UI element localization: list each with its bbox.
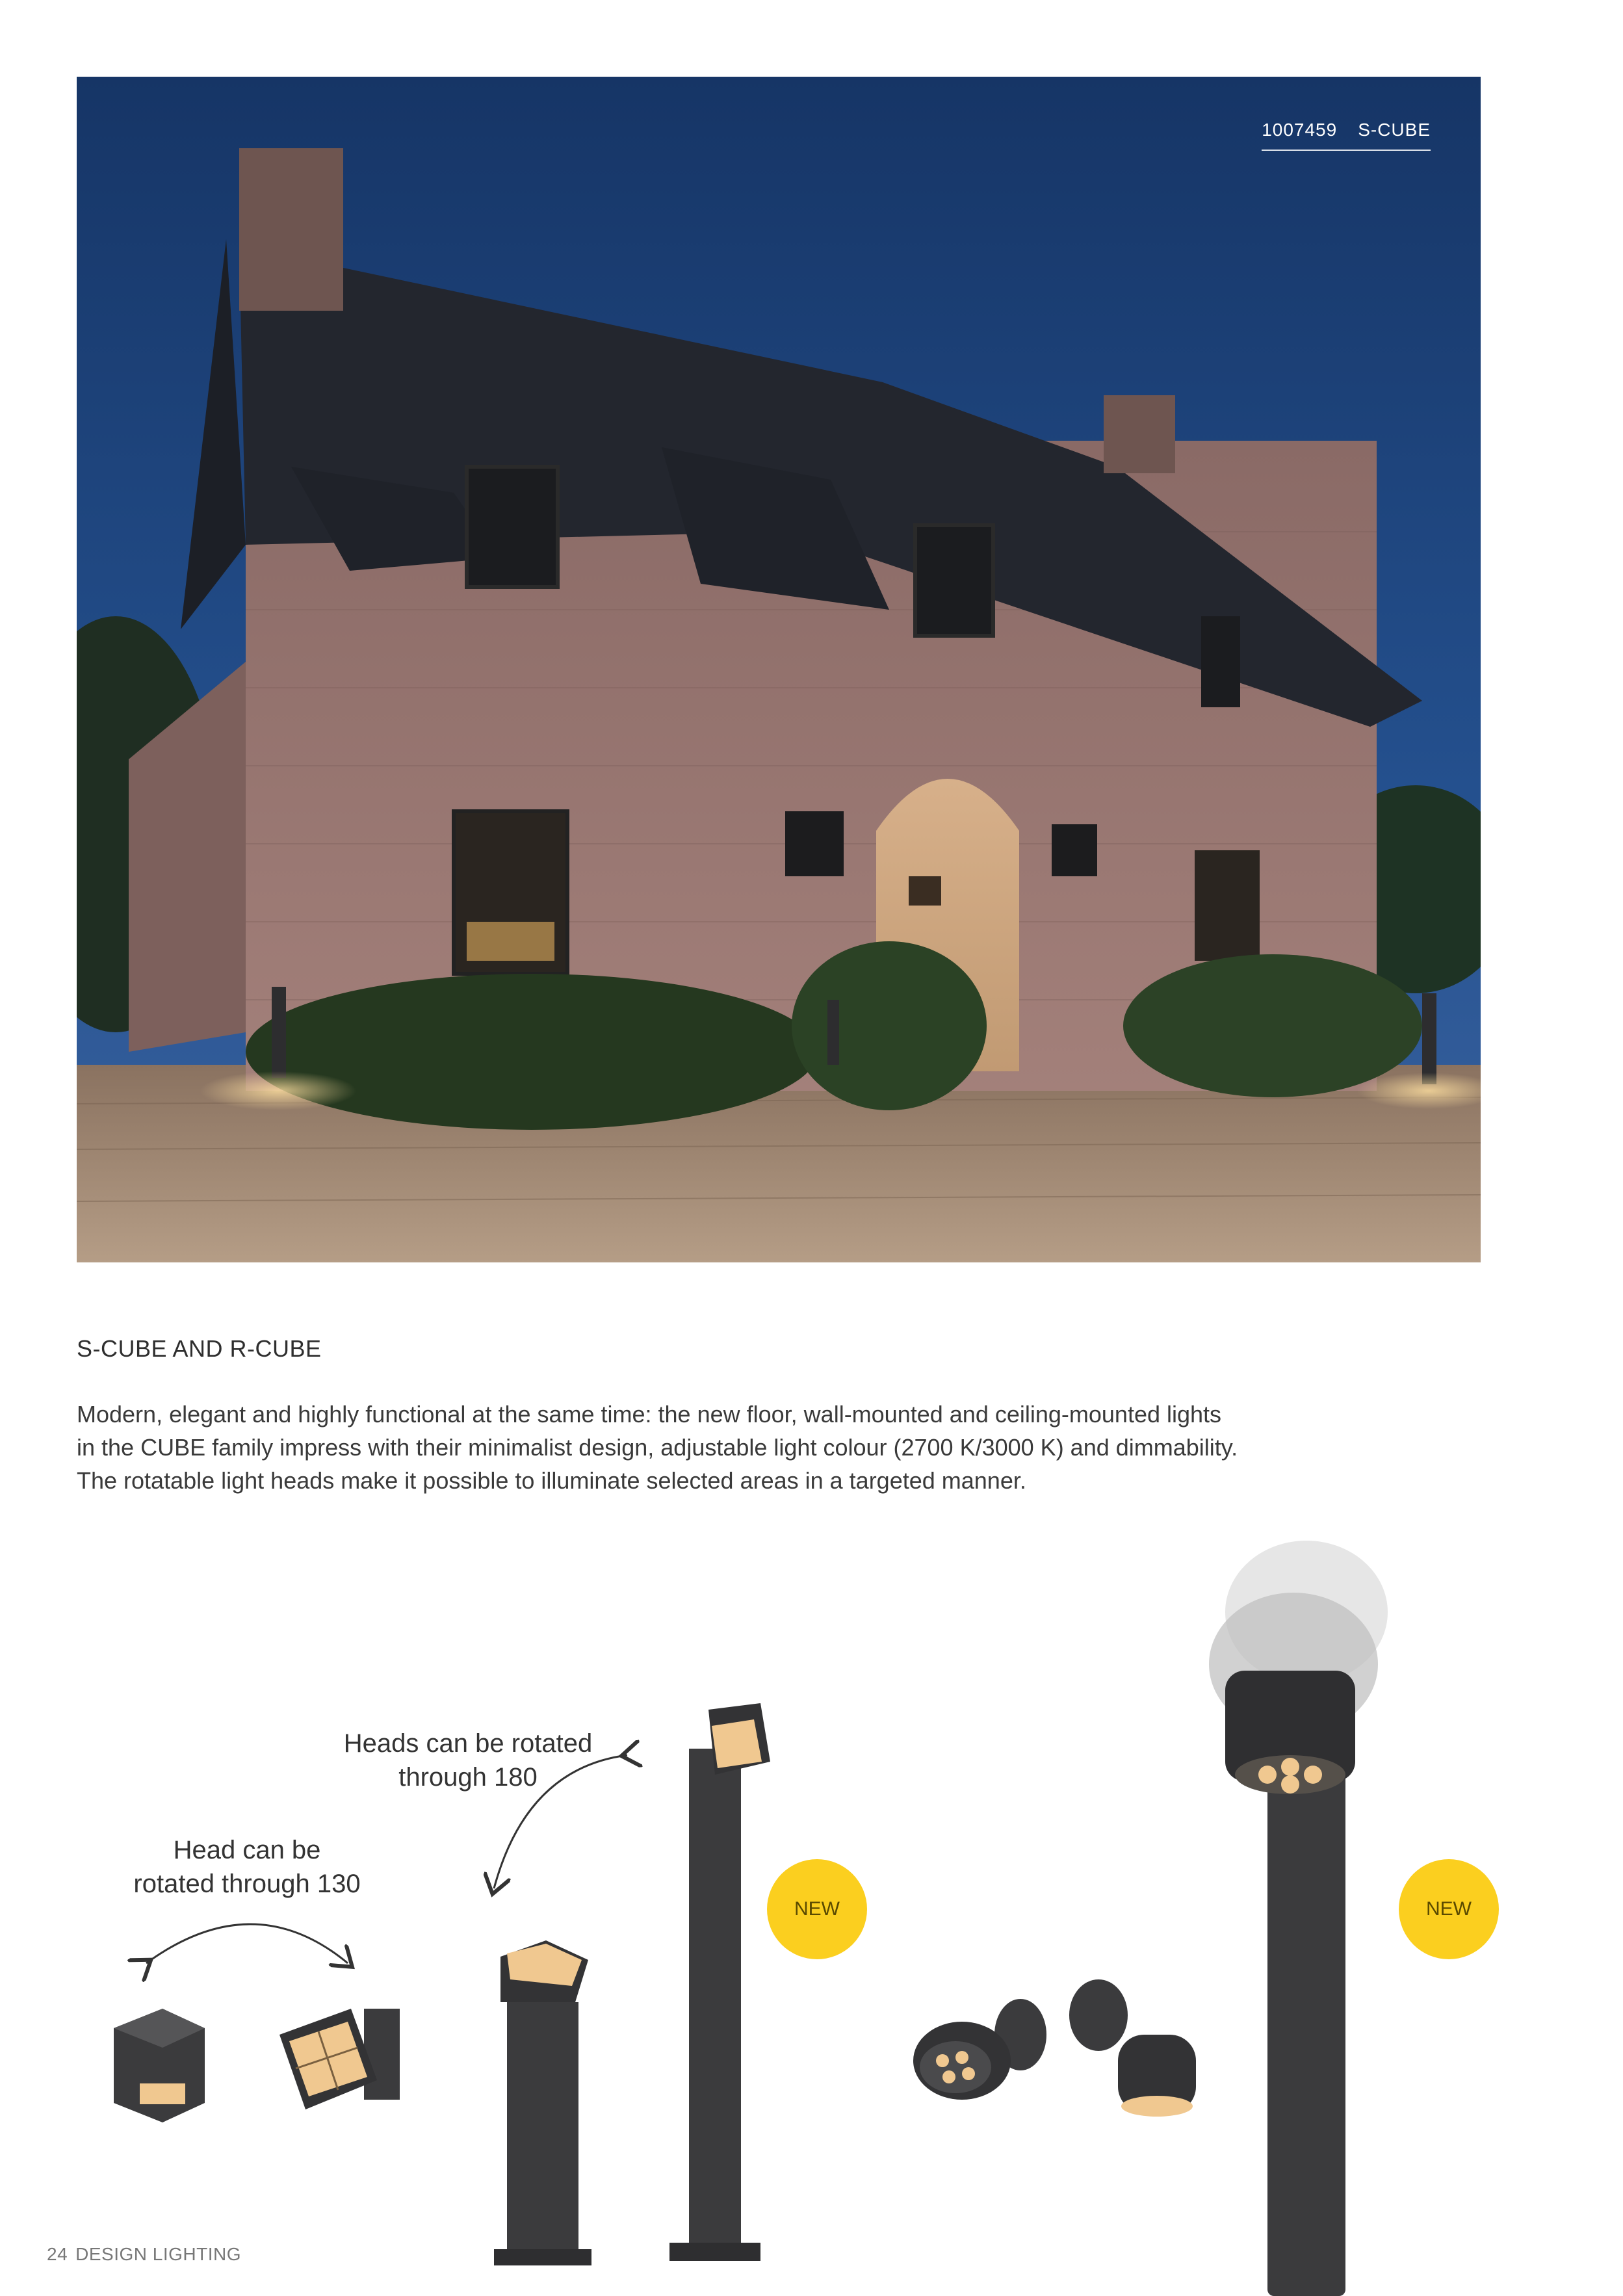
annotation-line: Heads can be rotated <box>343 1729 593 1758</box>
body-line: Modern, elegant and highly functional at the same time: the new floor, wall-mounted and ceiling-mounted lights <box>77 1401 1222 1428</box>
annotation-line: through 180 <box>398 1763 538 1792</box>
section-heading: S-CUBE AND R-CUBE <box>77 1335 322 1362</box>
ceiling-cube-light <box>114 2009 205 2122</box>
window-ground-small-left <box>785 811 844 876</box>
chimney-right <box>1104 395 1175 473</box>
product-name: S-CUBE <box>1358 120 1431 140</box>
new-badge: NEW <box>1399 1859 1499 1959</box>
wall-round-spot-light <box>913 1999 1046 2100</box>
article-number: 1007459 <box>1262 120 1338 140</box>
window-upper-left <box>467 467 558 587</box>
hedge-right <box>1123 954 1422 1097</box>
hero-photo <box>77 77 1481 1262</box>
annotation-head-rotation <box>104 1833 390 1901</box>
window-upper-middle <box>915 525 993 636</box>
footer-section-name: DESIGN LIGHTING <box>75 2244 242 2264</box>
tall-bollard-light <box>669 1703 770 2261</box>
body-line: The rotatable light heads make it possible to illuminate selected areas in a targeted manner. <box>77 1467 1026 1494</box>
page-number: 24 <box>47 2244 68 2264</box>
annotation-heads-rotation <box>305 1727 630 1794</box>
new-badge: NEW <box>767 1859 867 1959</box>
annotation-line: Head can be <box>173 1836 321 1864</box>
window-ground-small-right <box>1052 824 1097 876</box>
bollard-light-right <box>1422 993 1436 1084</box>
body-line: in the CUBE family impress with their minimalist design, adjustable light colour (2700 K/3000 K) and dimmability. <box>77 1434 1238 1461</box>
tall-round-bollard-light <box>1209 1541 1388 2296</box>
photo-caption <box>1262 120 1431 151</box>
bollard-light-middle <box>827 1000 839 1065</box>
page-footer <box>47 2244 241 2265</box>
window-ground-right <box>1195 850 1260 961</box>
bollard-light-left <box>272 987 286 1078</box>
rotation-arrow-130 <box>146 1924 348 1963</box>
wall-cube-light <box>279 2009 400 2109</box>
house-illustration <box>77 77 1481 1262</box>
annotation-line: rotated through 130 <box>133 1870 361 1898</box>
chimney-left <box>239 148 343 311</box>
section-body <box>77 1398 1455 1497</box>
hedge-middle <box>792 941 987 1110</box>
window-upper-right <box>1201 616 1240 707</box>
short-bollard-light <box>494 1940 591 2265</box>
hedge-left <box>246 974 818 1130</box>
wall-round-down-light <box>1069 1979 1196 2117</box>
